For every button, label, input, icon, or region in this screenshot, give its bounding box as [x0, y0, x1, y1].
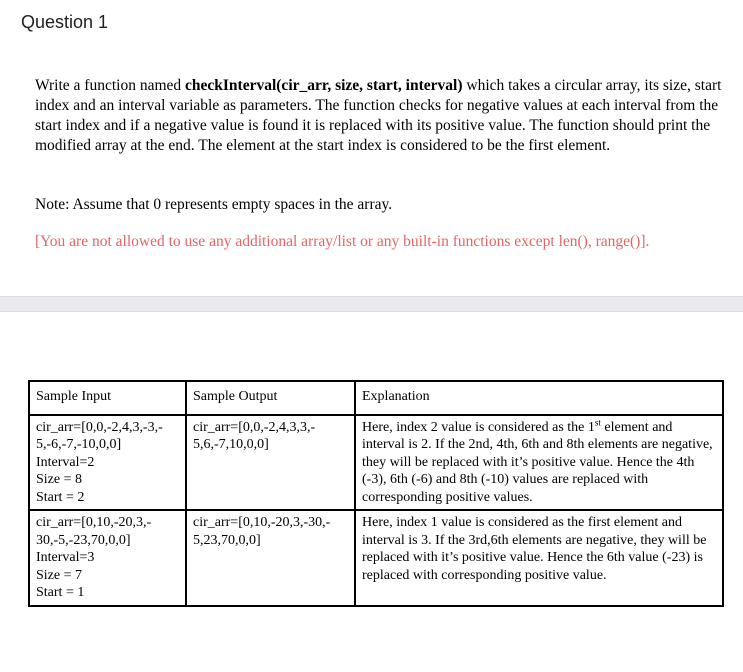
input-line: 30,-5,-23,70,0,0]	[36, 532, 131, 548]
output-line: cir_arr=[0,0,-2,4,3,3,-	[193, 419, 316, 435]
question-body: which takes a circular array, its size, start index and an interval variable as parameters. The function checks for negative values at each interval from the start index and if a negative value is found it is replaced with its positive value. The function should print the modified array at the end. The element at the start index is considered to be the first element.	[35, 77, 722, 154]
input-line: cir_arr=[0,0,-2,4,3,-3,-	[36, 419, 163, 435]
sample-output-cell	[186, 510, 355, 606]
explanation-text: Here, index 2 value is considered as the 1	[362, 419, 595, 435]
output-line: 5,6,-7,10,0,0]	[193, 437, 269, 452]
sample-input-cell	[29, 415, 186, 511]
input-line: 5,-6,-7,-10,0,0]	[36, 437, 122, 452]
input-line: cir_arr=[0,10,-20,3,-	[36, 515, 152, 530]
explanation-cell	[355, 510, 723, 606]
function-signature: checkInterval(cir_arr, size, start, interval)	[185, 77, 463, 94]
table-header-row	[29, 381, 723, 415]
header-sample-input: Sample Input	[29, 381, 186, 415]
header-explanation: Explanation	[355, 381, 723, 415]
explanation-text: element and interval is 2. If the 2nd, 4th, 6th and 8th elements are negative, they will be replaced with it’s positive value. Hence the 4th (-3), 6th (-6) and 8th (-10) values are replaced with corresponding positive values.	[362, 419, 713, 505]
sample-table	[28, 380, 724, 607]
sample-output-cell	[186, 415, 355, 511]
explanation-cell	[355, 415, 723, 511]
input-line: Interval=2	[36, 454, 95, 470]
header-sample-output: Sample Output	[186, 381, 355, 415]
explanation-text: Here, index 1 value is considered as the first element and interval is 3. If the 3rd,6th elements are negative, they will be replaced with it’s positive value. Hence the 6th value (-23) is replaced with corresponding positive value.	[362, 515, 707, 583]
question-intro: Write a function named	[35, 77, 186, 94]
section-divider	[0, 296, 743, 312]
input-line: Start = 2	[36, 489, 85, 505]
restriction-text: [You are not allowed to use any additional array/list or any built-in functions except len(), range()].	[35, 233, 650, 250]
output-line: cir_arr=[0,10,-20,3,-30,-	[193, 515, 331, 530]
question-text	[35, 76, 725, 156]
explanation-superscript: st	[594, 416, 601, 427]
output-line: 5,23,70,0,0]	[193, 532, 261, 548]
sample-input-cell	[29, 510, 186, 606]
question-title: Question 1	[21, 12, 109, 32]
input-line: Start = 1	[36, 585, 85, 600]
note-text: Note: Assume that 0 represents empty spaces in the array.	[35, 196, 393, 213]
input-line: Size = 8	[36, 472, 82, 487]
table-row	[29, 510, 723, 606]
input-line: Size = 7	[36, 567, 82, 583]
input-line: Interval=3	[36, 550, 95, 565]
table-row	[29, 415, 723, 511]
